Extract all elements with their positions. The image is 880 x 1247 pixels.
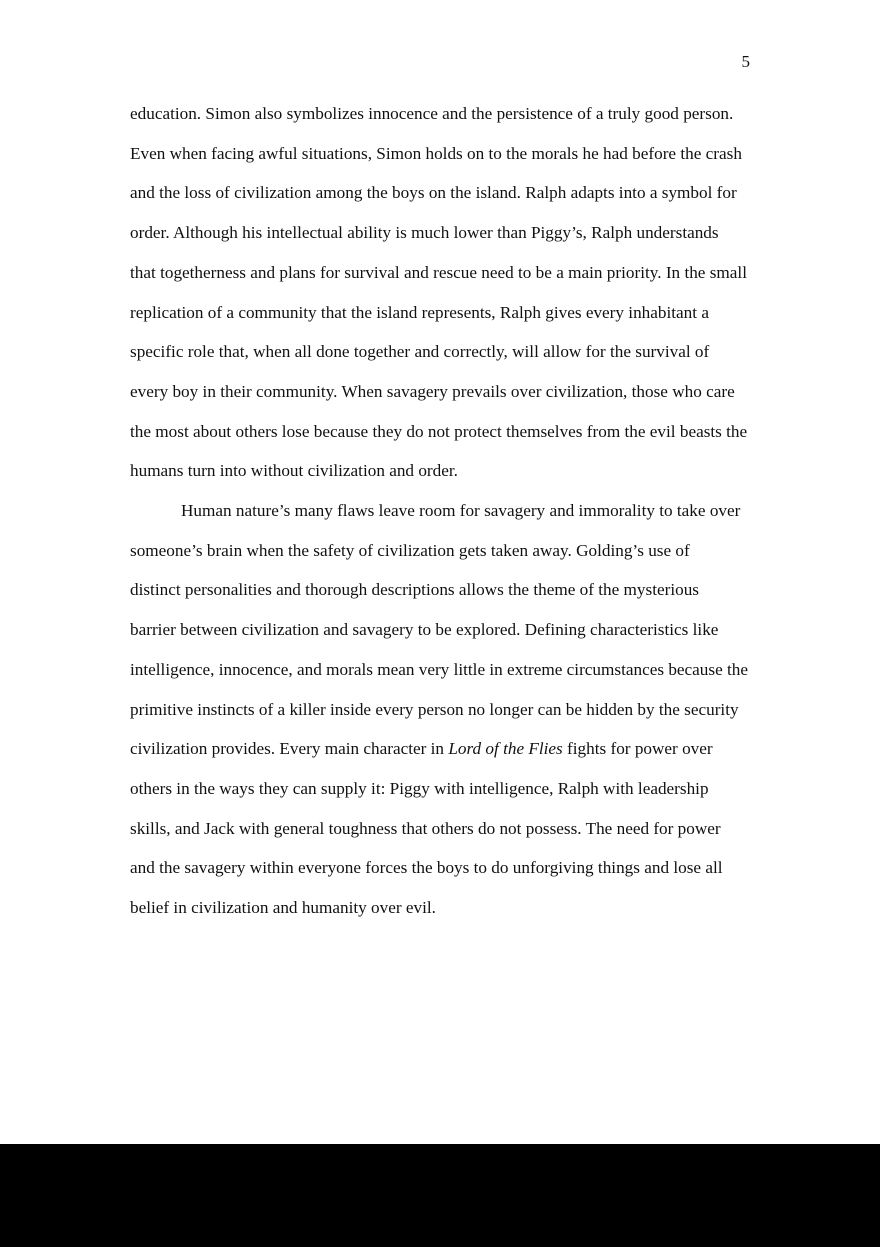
paragraph-line: the most about others lose because they do not protect themselves from the evil beasts the	[130, 422, 748, 441]
paragraph-line: education. Simon also symbolizes innocence and the persistence of a truly good person.	[130, 104, 734, 123]
paragraph-line: replication of a community that the island represents, Ralph gives every inhabitant a	[130, 303, 709, 322]
paragraph-line: intelligence, innocence, and morals mean very little in extreme circumstances because the	[130, 660, 749, 679]
paragraph-line: humans turn into without civilization and order.	[130, 461, 458, 480]
paragraph-line: distinct personalities and thorough descriptions allows the theme of the mysterious	[130, 580, 699, 599]
paragraph-line: barrier between civilization and savagery to be explored. Defining characteristics like	[130, 620, 719, 639]
paragraph-line: and the loss of civilization among the boys on the island. Ralph adapts into a symbol for	[130, 183, 737, 202]
paragraph-line: every boy in their community. When savagery prevails over civilization, those who care	[130, 382, 735, 401]
line-text: civilization provides. Every main character in	[130, 739, 449, 758]
paragraph-line: order. Although his intellectual ability is much lower than Piggy’s, Ralph understands	[130, 223, 719, 242]
paragraph-line: Even when facing awful situations, Simon holds on to the morals he had before the crash	[130, 144, 742, 163]
paragraph-line: others in the ways they can supply it: Piggy with intelligence, Ralph with leadership	[130, 779, 709, 798]
paragraph-line: skills, and Jack with general toughness that others do not possess. The need for power	[130, 819, 721, 838]
paragraph-line: someone’s brain when the safety of civilization gets taken away. Golding’s use of	[130, 541, 690, 560]
paragraph-line: specific role that, when all done together and correctly, will allow for the survival of	[130, 342, 710, 361]
page-number: 5	[741, 52, 750, 71]
paragraph-first-line: Human nature’s many flaws leave room for savagery and immorality to take over	[181, 501, 741, 520]
line-text: fights for power over	[562, 739, 713, 758]
paragraph-line: and the savagery within everyone forces the boys to do unforgiving things and lose all	[130, 858, 723, 877]
book-title: Lord of the Flies	[448, 739, 563, 758]
black-bottom-band	[0, 1144, 880, 1247]
paragraph-line: that togetherness and plans for survival and rescue need to be a main priority. In the small	[130, 263, 747, 282]
paragraph-line	[130, 739, 713, 759]
paragraph-line: belief in civilization and humanity over evil.	[130, 898, 436, 917]
paragraph-line: primitive instincts of a killer inside every person no longer can be hidden by the security	[130, 700, 739, 719]
